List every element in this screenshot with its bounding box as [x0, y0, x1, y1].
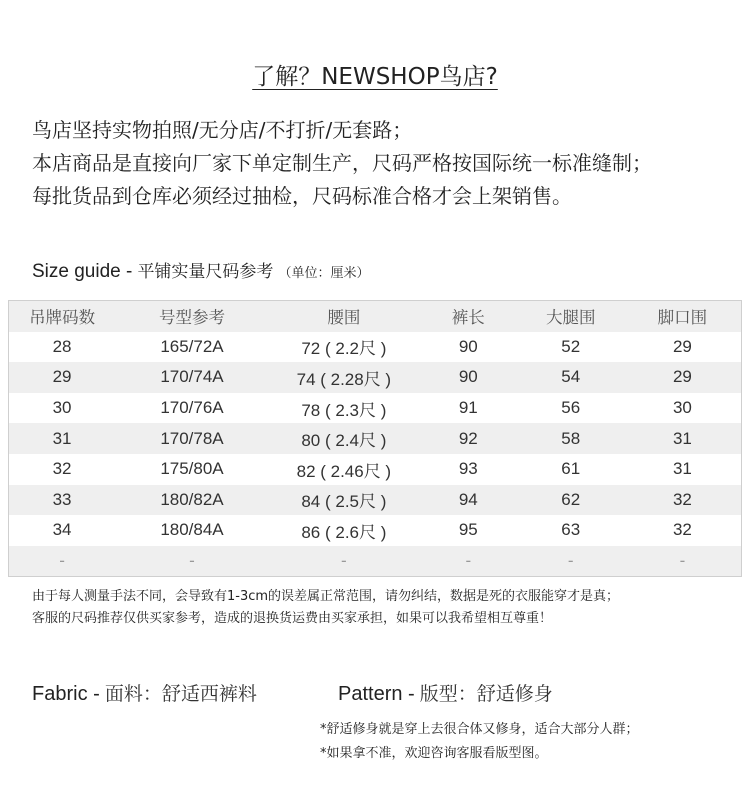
- disclaimer-line: 客服的尺码推荐仅供买家参考，造成的退换货运费由买家承担，如果可以我希望相互尊重！: [32, 611, 553, 626]
- intro-line: 每批货品到仓库必须经过抽检，尺码标准合格才会上架销售。: [32, 184, 572, 208]
- table-cell: 170/78A: [160, 428, 224, 448]
- table-row: [9, 454, 741, 485]
- table-cell: 30: [52, 398, 72, 418]
- table-cell: 28: [52, 336, 72, 356]
- column-header: 号型参考: [158, 309, 225, 328]
- table-cell: 31: [672, 428, 692, 448]
- table-cell: 52: [561, 336, 581, 356]
- intro-line: 本店商品是直接向厂家下单定制生产，尺码严格按国际统一标准缝制；: [32, 151, 652, 175]
- table-cell: 82 ( 2.46尺 ): [296, 461, 392, 481]
- table-cell: -: [465, 551, 472, 571]
- table-cell: 30: [672, 398, 692, 418]
- size-guide-label-en: Size guide -: [32, 261, 133, 282]
- table-cell: 32: [672, 520, 692, 540]
- table-row: [9, 362, 741, 393]
- page-title-text: 了解？NEWSHOP鸟店?: [252, 64, 498, 90]
- pattern-label-cn: 版型：舒适修身: [419, 683, 553, 705]
- table-cell: -: [59, 551, 65, 571]
- table-cell: 165/72A: [160, 336, 224, 356]
- size-guide-unit: （单位：厘米）: [278, 266, 370, 281]
- fit-notes: [320, 718, 639, 766]
- column-header: 裤长: [451, 309, 485, 328]
- table-cell: 94: [458, 489, 478, 509]
- table-cell: 29: [672, 367, 692, 387]
- column-header: 吊牌码数: [29, 309, 96, 328]
- table-row: [9, 423, 741, 454]
- size-table-container: [8, 300, 742, 577]
- page-title: [0, 58, 750, 91]
- table-cell: 90: [458, 367, 478, 387]
- note-line: *舒适修身就是穿上去很合体又修身，适合大部分人群；: [320, 722, 639, 737]
- table-cell: 74 ( 2.28尺 ): [296, 369, 392, 389]
- table-row: [9, 515, 741, 546]
- fabric-label-en: Fabric -: [32, 683, 100, 705]
- table-cell: 170/76A: [160, 398, 224, 418]
- table-cell: 31: [52, 428, 72, 448]
- fabric-spec: [32, 679, 257, 706]
- measurement-disclaimer: [32, 586, 732, 630]
- pattern-spec: [338, 679, 553, 706]
- table-cell: 86 ( 2.6尺 ): [301, 522, 387, 542]
- table-cell: 78 ( 2.3尺 ): [301, 400, 387, 420]
- intro-line: 鸟店坚持实物拍照/无分店/不打折/无套路；: [32, 118, 413, 142]
- table-cell: -: [679, 551, 686, 571]
- table-cell: -: [341, 551, 347, 571]
- size-guide-label-cn: 平铺实量尺码参考: [137, 262, 274, 282]
- table-cell: 180/84A: [160, 520, 224, 540]
- table-cell: -: [189, 551, 195, 571]
- table-cell: 62: [561, 489, 581, 509]
- table-cell: 29: [52, 367, 72, 387]
- intro-text: [32, 114, 732, 213]
- table-cell: 54: [561, 367, 581, 387]
- product-specs: [32, 679, 732, 706]
- table-header-row: [9, 301, 741, 332]
- table-cell: 95: [458, 520, 478, 540]
- table-cell: 170/74A: [160, 367, 224, 387]
- table-cell: 91: [458, 398, 478, 418]
- note-line: *如果拿不准，欢迎咨询客服看版型图。: [320, 746, 548, 761]
- table-row: [9, 485, 741, 516]
- table-cell: 63: [561, 520, 581, 540]
- table-cell: 29: [672, 336, 692, 356]
- table-row: [9, 332, 741, 363]
- pattern-label-en: Pattern -: [338, 683, 415, 705]
- table-cell: -: [567, 551, 574, 571]
- column-header: 大腿围: [546, 309, 596, 328]
- table-cell: 32: [672, 489, 692, 509]
- table-row: [9, 546, 741, 577]
- table-cell: 61: [561, 459, 581, 479]
- table-cell: 31: [672, 459, 692, 479]
- table-cell: 34: [52, 520, 72, 540]
- table-row: [9, 393, 741, 424]
- fabric-label-cn: 面料：舒适西裤料: [104, 683, 257, 705]
- table-cell: 80 ( 2.4尺 ): [301, 431, 387, 451]
- column-header: 腰围: [327, 309, 361, 328]
- table-cell: 32: [52, 459, 72, 479]
- table-cell: 180/82A: [160, 489, 224, 509]
- table-cell: 84 ( 2.5尺 ): [301, 492, 387, 512]
- table-cell: 58: [561, 428, 581, 448]
- size-guide-heading: [32, 257, 370, 283]
- table-cell: 56: [561, 398, 581, 418]
- table-cell: 33: [52, 489, 72, 509]
- table-cell: 92: [458, 428, 478, 448]
- table-cell: 90: [458, 336, 478, 356]
- column-header: 脚口围: [657, 309, 708, 328]
- table-cell: 175/80A: [160, 459, 224, 479]
- size-table: [9, 301, 741, 576]
- table-cell: 93: [458, 459, 478, 479]
- table-cell: 72 ( 2.2尺 ): [301, 339, 387, 359]
- disclaimer-line: 由于每人测量手法不同，会导致有1-3cm的误差属正常范围，请勿纠结，数据是死的衣服能穿才是真；: [32, 589, 620, 604]
